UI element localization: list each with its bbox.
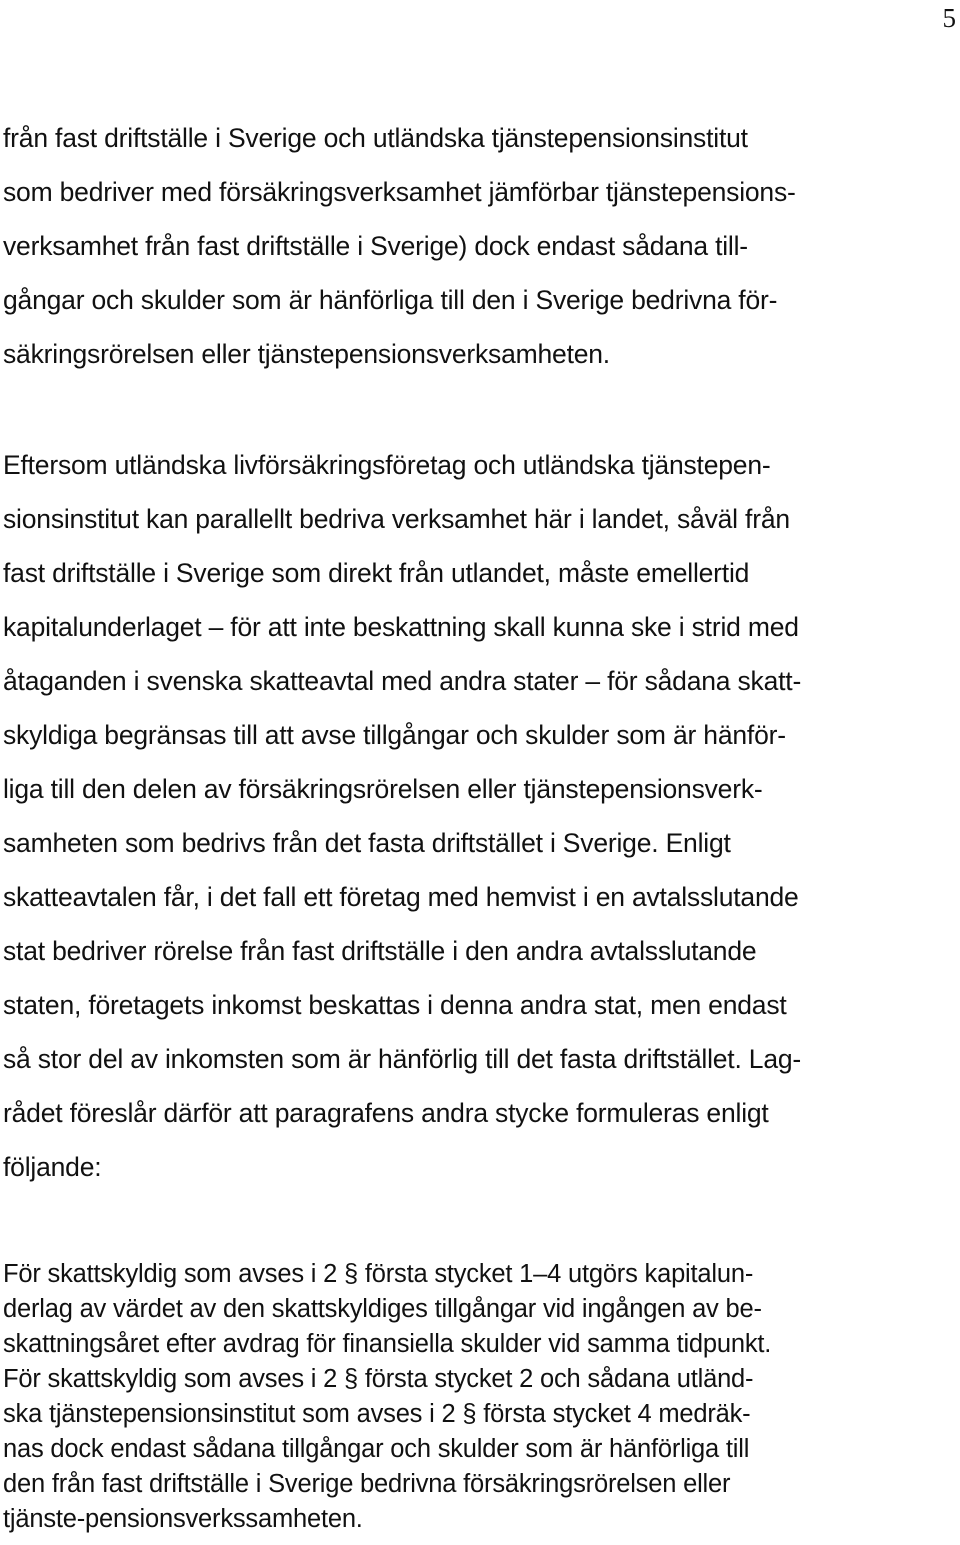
text-line: stat bedriver rörelse från fast driftställe i den andra avtalsslutande bbox=[3, 936, 757, 966]
text-line: nas dock endast sådana tillgångar och skulder som är hänförliga till bbox=[3, 1435, 750, 1463]
text-line: som bedriver med försäkringsverksamhet jämförbar tjänstepensions- bbox=[3, 177, 796, 207]
text-line: derlag av värdet av den skattskyldiges tillgångar vid ingången av be- bbox=[3, 1295, 762, 1323]
text-line: gångar och skulder som är hänförliga till den i Sverige bedrivna för- bbox=[3, 285, 778, 315]
text-line: sionsinstitut kan parallellt bedriva verksamhet här i landet, såväl från bbox=[3, 504, 790, 534]
text-line: rådet föreslår därför att paragrafens andra stycke formuleras enligt bbox=[3, 1098, 769, 1128]
text-line: staten, företagets inkomst beskattas i denna andra stat, men endast bbox=[3, 990, 787, 1020]
text-line: skatteavtalen får, i det fall ett företag med hemvist i en avtalsslutande bbox=[3, 882, 799, 912]
text-line: följande: bbox=[3, 1152, 102, 1182]
text-line: kapitalunderlaget – för att inte beskattning skall kunna ske i strid med bbox=[3, 612, 799, 642]
text-line: skattningsåret efter avdrag för finansiella skulder vid samma tidpunkt. bbox=[3, 1330, 772, 1358]
text-line: samheten som bedrivs från det fasta driftstället i Sverige. Enligt bbox=[3, 828, 731, 858]
text-line: skyldiga begränsas till att avse tillgångar och skulder som är hänför- bbox=[3, 720, 786, 750]
page-number: 5 bbox=[942, 3, 956, 33]
text-line: liga till den delen av försäkringsrörelsen eller tjänstepensionsverk- bbox=[3, 774, 763, 804]
text-line: verksamhet från fast driftställe i Sverige) dock endast sådana till- bbox=[3, 231, 748, 261]
text-line: fast driftställe i Sverige som direkt från utlandet, måste emellertid bbox=[3, 558, 750, 588]
text-line: åtaganden i svenska skatteavtal med andra stater – för sådana skatt- bbox=[3, 666, 802, 696]
text-line: så stor del av inkomsten som är hänförlig till det fasta driftstället. Lag- bbox=[3, 1044, 802, 1074]
text-line: från fast driftställe i Sverige och utländska tjänstepensionsinstitut bbox=[3, 123, 748, 153]
text-line: ska tjänstepensionsinstitut som avses i 2 § första stycket 4 medräk- bbox=[3, 1400, 751, 1428]
text-line: Eftersom utländska livförsäkringsföretag och utländska tjänstepen- bbox=[3, 450, 771, 480]
text-line: den från fast driftställe i Sverige bedrivna försäkringsrörelsen eller bbox=[3, 1470, 731, 1498]
text-line: tjänste-pensionsverkssamheten. bbox=[3, 1505, 363, 1533]
text-line: säkringsrörelsen eller tjänstepensionsverksamheten. bbox=[3, 339, 610, 369]
text-line: För skattskyldig som avses i 2 § första stycket 1–4 utgörs kapitalun- bbox=[3, 1260, 754, 1288]
text-line: För skattskyldig som avses i 2 § första stycket 2 och sådana utländ- bbox=[3, 1365, 754, 1393]
